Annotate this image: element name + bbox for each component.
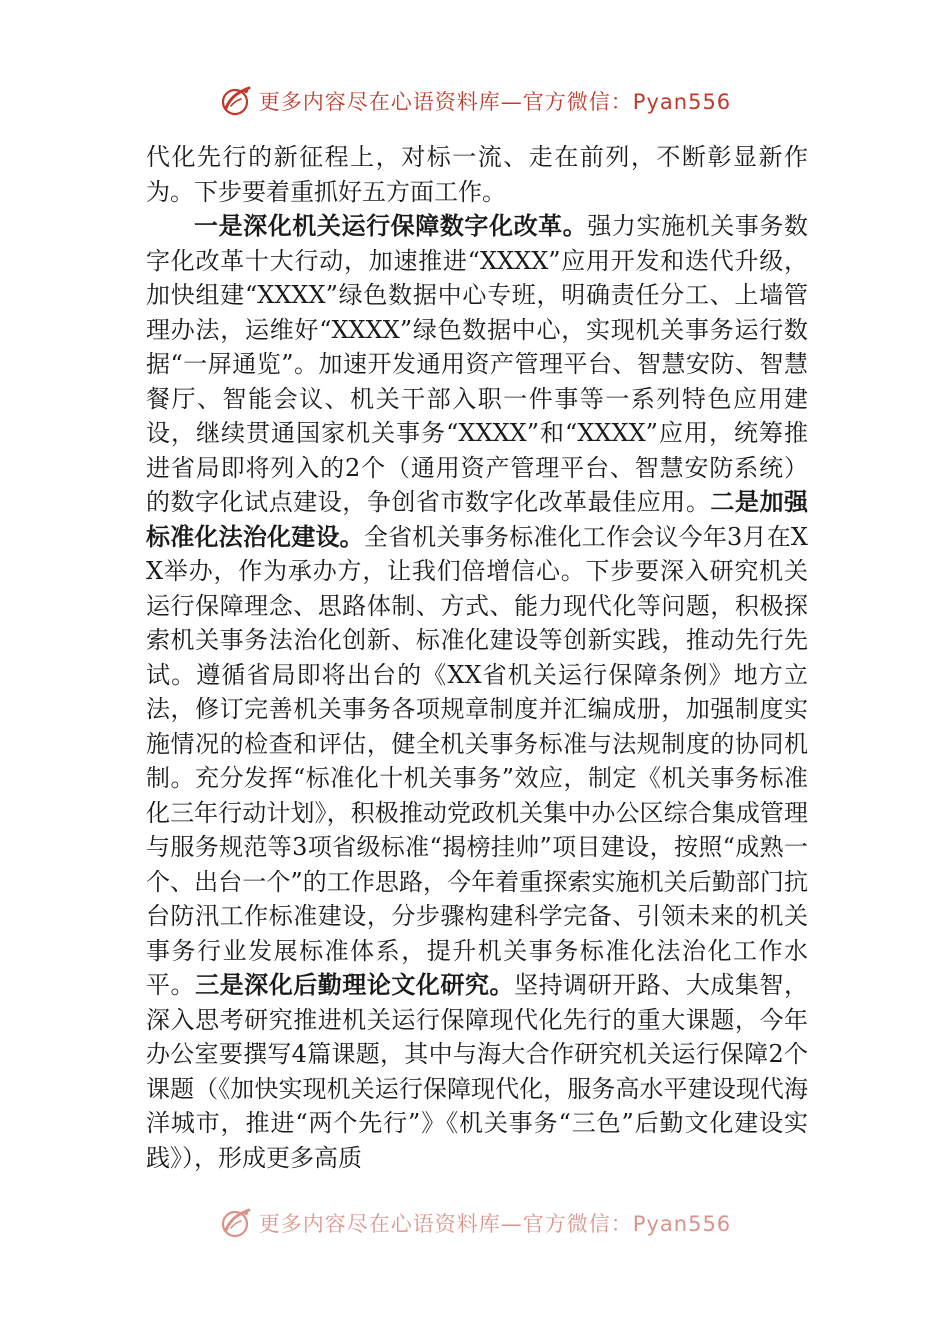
watermark-header xyxy=(0,84,950,118)
watermark-text: 更多内容尽在心语资料库—官方微信：Pyan556 xyxy=(258,90,732,114)
text-digital-reform: 强力实施机关事务数字化改革十大行动，加速推进“XXXX”应用开发和迭代升级，加快组建“XXXX”绿色数据中心专班，明确责任分工、上墙管理办法，运维好“XXXX”绿色数据中心，实现机关事务运行数据“一屏通览”。加速开发通用资产管理平台、智慧安防、智慧餐厅、智能会议、机关干部入职一件事等一系列特色应用建设，继续贯通国家机关事务“XXXX”和“XXXX”应用，统筹推进省局即将列入的2个（通用资产管理平台、智慧安防系统）的数字化试点建设，争创省市数字化改革最佳应用。 xyxy=(146,212,809,516)
heading-culture-research: 三是深化后勤理论文化研究。 xyxy=(195,970,515,999)
heading-standardization: 二是加强标准化法治化建设。 xyxy=(146,487,809,551)
brush-seal-icon xyxy=(219,1206,253,1240)
heading-digital-reform: 一是深化机关运行保障数字化改革。 xyxy=(194,211,588,240)
document-body xyxy=(146,140,808,1175)
text-standardization: 全省机关事务标准化工作会议今年3月在XX举办，作为承办方，让我们倍增信心。下步要深入研究机关运行保障理念、思路体制、方式、能力现代化等问题，积极探索机关事务法治化创新、标准化建设等创新实践，推动先行先试。遵循省局即将出台的《XX省机关运行保障条例》地方立法，修订完善机关事务各项规章制度并汇编成册，加强制度实施情况的检查和评估，健全机关事务标准与法规制度的协同机制。充分发挥“标准化十机关事务”效应，制定《机关事务标准化三年行动计划》，积极推动党政机关集中办公区综合集成管理与服务规范等3项省级标准“揭榜挂帅”项目建设，按照“成熟一个、出台一个”的工作思路，今年着重探索实施机关后勤部门抗台防汛工作标准建设，分步骤构建科学完备、引领未来的机关事务行业发展标准体系，提升机关事务标准化法治化工作水平。 xyxy=(146,522,809,999)
brush-seal-icon xyxy=(219,84,253,118)
watermark-footer xyxy=(0,1206,950,1240)
paragraph-continuation: 代化先行的新征程上，对标一流、走在前列，不断彰显新作为。下步要着重抓好五方面工作。 xyxy=(146,143,808,206)
text-culture-research: 坚持调研开路、大成集智，深入思考研究推进机关运行保障现代化先行的重大课题，今年办公室要撰写4篇课题，其中与海大合作研究机关运行保障2个课题（《加快实现机关运行保障现代化，服务高水平建设现代海洋城市，推进“两个先行”》《机关事务“三色”后勤文化建设实践》），形成更多高质 xyxy=(146,971,809,1172)
watermark-text: 更多内容尽在心语资料库—官方微信：Pyan556 xyxy=(258,1212,732,1236)
paragraph-tasks xyxy=(146,209,808,1175)
